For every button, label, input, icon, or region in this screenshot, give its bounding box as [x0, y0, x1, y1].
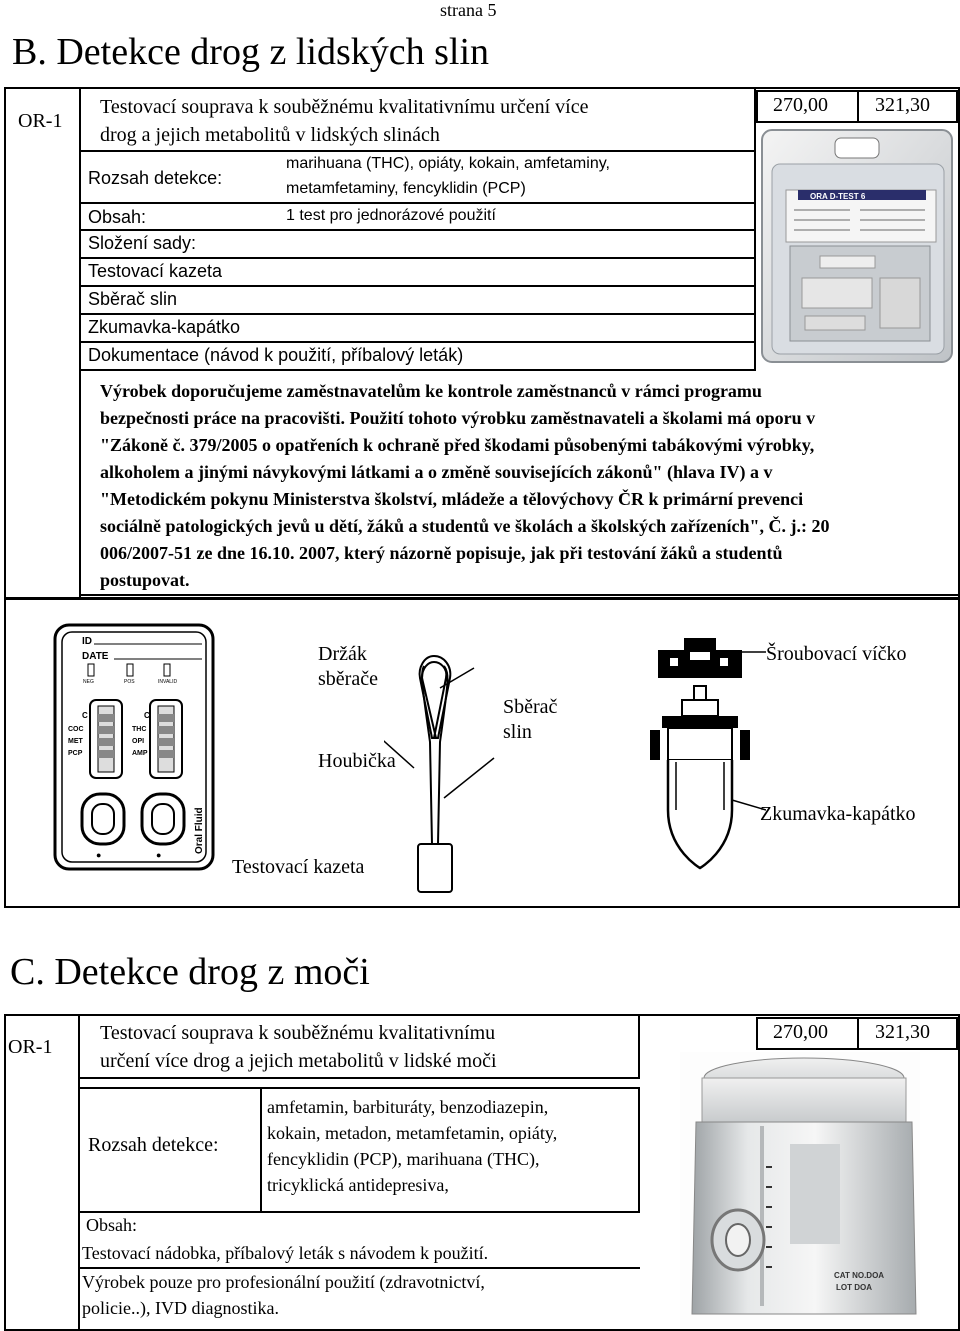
svg-text:C: C	[144, 711, 150, 720]
svg-text:CAT NO.DOA: CAT NO.DOA	[834, 1271, 885, 1280]
section-b-content-value: 1 test pro jednorázové použití	[286, 207, 496, 224]
section-b-heading: B. Detekce drog z lidských slin	[12, 31, 490, 73]
svg-text:PCP: PCP	[68, 750, 83, 757]
svg-text:OPI: OPI	[132, 738, 145, 745]
cap-and-tube-drawing	[640, 630, 766, 880]
page-number: strana 5	[440, 0, 497, 20]
section-b-kit-label: Složení sady:	[88, 233, 197, 253]
tube-label: Zkumavka-kapátko	[760, 803, 916, 825]
section-c-range-label: Rozsah detekce:	[88, 1134, 219, 1156]
section-b-content-label: Obsah:	[88, 207, 147, 227]
svg-text:NEG: NEG	[83, 679, 94, 685]
section-b-range-label: Rozsah detekce:	[88, 168, 223, 188]
section-b-range-2: metamfetaminy, fencyklidin (PCP)	[286, 180, 526, 197]
collector-label: Sběrač slin	[503, 696, 558, 743]
svg-text:●: ●	[96, 850, 102, 860]
svg-text:INVALID: INVALID	[158, 679, 178, 685]
holder-label: Držák sběrače	[318, 643, 378, 690]
section-b-code: OR-1	[18, 110, 63, 132]
svg-text:C: C	[82, 711, 88, 720]
section-b-range-1: marihuana (THC), opiáty, kokain, amfetaminy,	[286, 155, 610, 172]
svg-text:ID: ID	[82, 636, 92, 647]
section-c-range-list: amfetamin, barbituráty, benzodiazepin, kokain, metadon, metamfetamin, opiáty, fencyklidin (PCP), marihuana (THC), tricyklická antidepresiva,	[267, 1097, 558, 1195]
kit-item: Sběrač slin	[88, 289, 178, 309]
test-cassette-drawing	[52, 622, 220, 874]
svg-text:MET: MET	[68, 738, 83, 745]
section-c-title-1: Testovací souprava k souběžnému kvalitativnímu	[100, 1022, 496, 1044]
svg-text:LOT DOA: LOT DOA	[836, 1283, 872, 1292]
section-c-price-2: 321,30	[875, 1021, 930, 1043]
section-c-heading: C. Detekce drog z moči	[10, 951, 370, 993]
svg-text:Oral Fluid: Oral Fluid	[194, 807, 205, 854]
svg-text:AMP: AMP	[132, 750, 148, 757]
section-c-code: OR-1	[8, 1036, 53, 1058]
svg-text:THC: THC	[132, 726, 147, 733]
svg-text:COC: COC	[68, 726, 84, 733]
section-c-note-2: policie..), IVD diagnostika.	[82, 1298, 279, 1318]
section-b-title-2: drog a jejich metabolitů v lidských slinách	[100, 124, 440, 146]
svg-text:POS: POS	[124, 679, 135, 685]
kit-item: Testovací kazeta	[88, 261, 223, 281]
section-b-price-2: 321,30	[875, 94, 930, 116]
urine-test-cup-photo	[680, 1052, 920, 1328]
kit-item: Zkumavka-kapátko	[88, 317, 241, 337]
svg-text:DATE: DATE	[82, 651, 109, 662]
cassette-label: Testovací kazeta	[232, 856, 365, 878]
kit-item: Dokumentace (návod k použití, příbalový leták)	[88, 345, 464, 365]
section-c-note-1: Výrobek pouze pro profesionální použití (zdravotnictví,	[82, 1272, 485, 1292]
sponge-label: Houbička	[318, 750, 396, 772]
section-c-price-1: 270,00	[773, 1021, 828, 1043]
section-c-title-2: určení více drog a jejich metabolitů v lidské moči	[100, 1050, 497, 1072]
saliva-test-kit-photo	[760, 128, 956, 364]
cap-label: Šroubovací víčko	[766, 643, 907, 665]
kit-photo-label: ORA D-TEST 6	[810, 192, 866, 201]
saliva-collector-drawing	[384, 648, 508, 898]
section-c-content-label: Obsah:	[86, 1215, 137, 1235]
svg-text:●: ●	[156, 850, 162, 860]
section-b-title-1: Testovací souprava k souběžnému kvalitativnímu určení více	[100, 96, 589, 118]
section-b-price-1: 270,00	[773, 94, 828, 116]
recommendation-text: Výrobek doporučujeme zaměstnavatelům ke kontrole zaměstnanců v rámci programu bezpečnosti práce na pracovišti. Použití tohoto výrobku zaměstnavateli a školami má oporu v "Zákoně č. 379/2005 o opatřeních k ochraně před škodami působenými tabákovými výrobky, alkoholem a jinými návykovými látkami a o změně souvisejících zákonů" (hlava IV) a v "Metodickém pokynu Ministerstva školství, mládeže a tělovýchovy ČR k primární prevenci sociálně patologických jevů u dětí, žáků a studentů ve školách a školských zařízeních", Č. j.: 20 006/2007-51 ze dne 16.10. 2007, který názorně popisuje, jak při testování žáků a studentů postupovat.	[100, 381, 830, 590]
section-c-content-value: Testovací nádobka, příbalový leták s návodem k použití.	[82, 1243, 489, 1263]
